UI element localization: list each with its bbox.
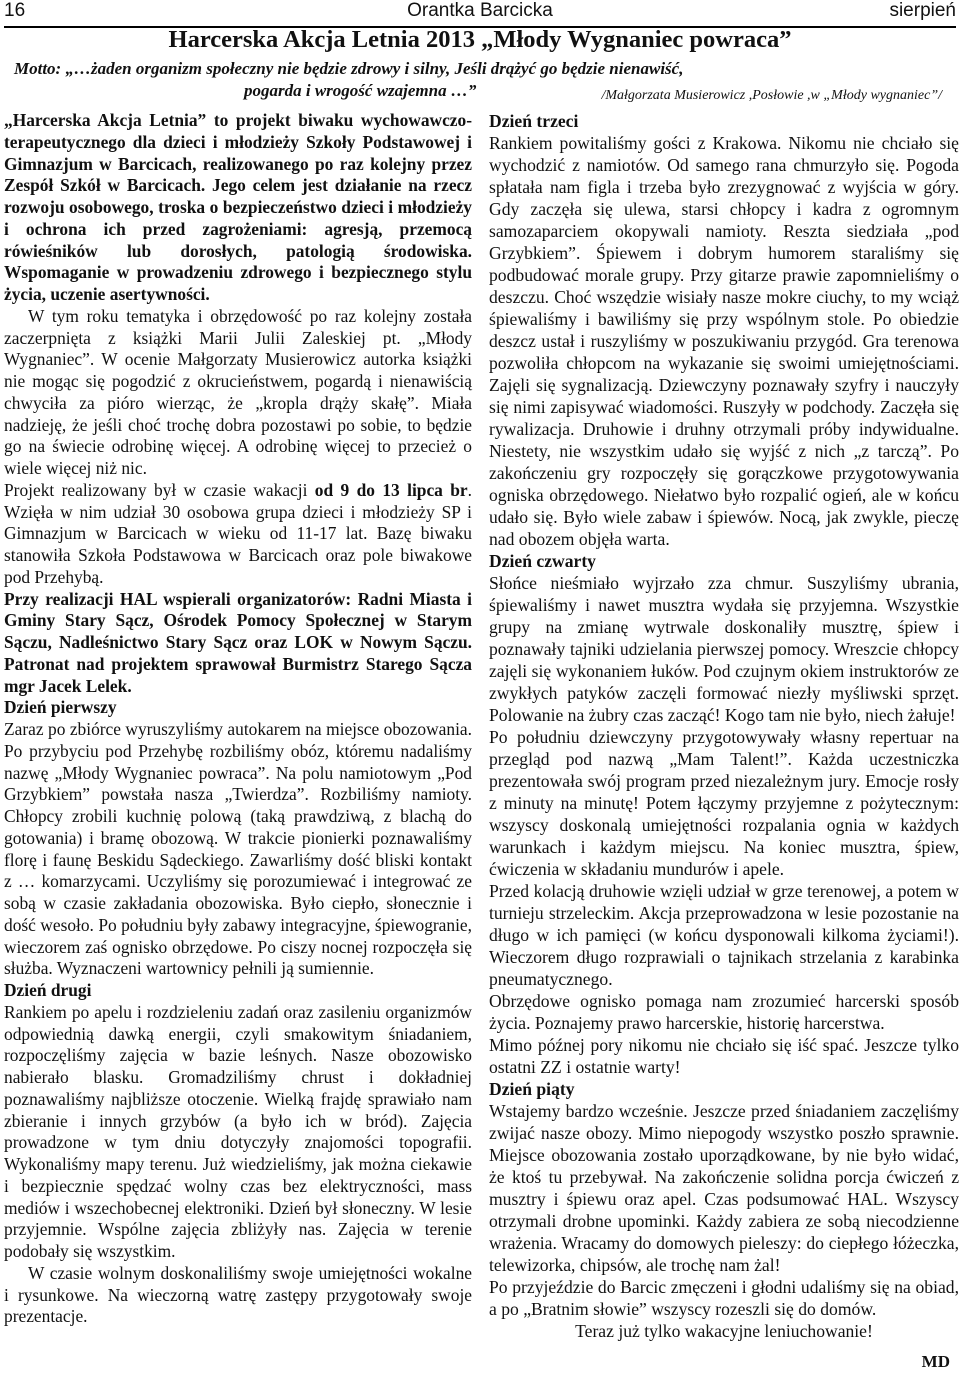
page-header bbox=[4, 0, 956, 28]
motto-line-2: pogarda i wrogość wzajemna …” bbox=[244, 81, 477, 100]
project-text-end: . Wzięła w nim udział 30 osobowa grupa dzieci i młodzieży SP i Gimnazjum w Barcicach w wieku od 11-17 lat. Bazę biwaku stanowiła Szkoła Podstawowa w Barcicach oraz pole biwakowe pod Przehybą. bbox=[4, 479, 472, 587]
right-column bbox=[489, 110, 959, 1342]
day4-paragraph-1: Słońce nieśmiało wyjrzało zza chmur. Suszyliśmy ubrania, śpiewaliśmy i nawet musztra wydała się przyjemna. Wszystkie grupy na zmianę wytrwale doskonaliły musztrę, śpiew i poznawały tajniki udzielania pierwszej pomocy. Wreszcie chłopcy zajęli się wykonaniem łuków. Pod czujnym okiem instruktorów ze zwykłych patyków zaczęli formować niezły myśliwski sprzęt. Polowanie na żubry czas zacząć! Kogo tam nie było, niech żałuje! bbox=[489, 573, 959, 725]
day1-heading: Dzień pierwszy bbox=[4, 697, 117, 718]
day2-heading: Dzień drugi bbox=[4, 980, 92, 1000]
day4-heading: Dzień czwarty bbox=[489, 551, 596, 571]
magazine-name: Orantka Barcicka bbox=[407, 0, 553, 21]
motto-attribution: /Małgorzata Musierowicz ,Posłowie ,w „Młody wygnaniec”/ bbox=[601, 88, 942, 103]
day5-paragraph-1: Wstajemy bardzo wcześnie. Jeszcze przed śniadaniem zaczęliśmy zwijać nasze obozy. Mimo niepogody wszystko poszło sprawnie. Miejsce obozowania zostało uporządkowane, by nie było widać, że ktoś tu przebywał. Na zakończenie solidna porcja ćwiczeń z musztry i śpiewu oraz apel. Czas podsumować HAL. Wszyscy otrzymali drobne upominki. Każdy zabiera ze sobą niecodzienne wrażenia. Wracamy do domowych pieleszy: do ciepłego łóżeczka, telewizorka, chipsów, ale trochę nam żal! bbox=[489, 1101, 959, 1275]
left-column bbox=[4, 110, 472, 1328]
intro-paragraph: „Harcerska Akcja Letnia” to projekt biwaku wychowawczo-terapeutycznego dla dzieci i młodzieży Szkoły Podstawowej i Gimnazjum w Barcicach, realizowanego po raz kolejny przez Zespół Szkół w Barcicach. Jego celem jest działanie na rzecz rozwoju osobowego, troska o bezpieczeństwo dzieci i młodzieży i ochrona ich przed zagrożeniami: agresją, przemocą rówieśników lub dorosłych, patologią środowiska. Wspomaganie w prowadzeniu zdrowego i bezpiecznego stylu życia, uczenie asertywności. bbox=[4, 110, 472, 304]
day4-paragraph-2: Po południu dziewczyny przygotowywały własny repertuar na przegląd pod nazwą „Mam Talent!”. Każda uczestniczka prezentowała swój program przed niezależnym jury. Emocje rosły z minuty na minutę! Potem łączymy przyjemne z pożytecznym: wszyscy doskonalą umiejętności rozpalania ognia w każdych warunkach i każdym miejscu. Na koniec musztra, śpiew, ćwiczenia w składaniu mundurów i apele. bbox=[489, 727, 959, 879]
sponsors-paragraph: Przy realizacji HAL wspierali organizatorów: Radni Miasta i Gminy Stary Sącz, Ośrodek Pomocy Społecznej w Starym Sączu, Nadleśnictwo Stary Sącz oraz LOK w Nowym Sączu. Patronat nad projektem sprawował Burmistrz Starego Sącza mgr Jacek Lelek. bbox=[4, 588, 472, 696]
day4-paragraph-4: Obrzędowe ognisko pomaga nam zrozumieć harcerski sposób życia. Poznajemy prawo harcerskie, historię harcerstwa. bbox=[489, 991, 959, 1033]
project-text-start: Projekt realizowany był w czasie wakacji bbox=[4, 479, 315, 500]
background-paragraph: W tym roku tematyka i obrzędowość po raz kolejny została zaczerpnięta z książki Marii Julii Zaleskiej pt. „Młody Wygnaniec”. W ocenie Małgorzaty Musierowicz autorka książki nie mogąc się pogodzić z okrucieństwem, pogardą i nienawiścią chwyciła za pióro wierząc, że „kropla drąży skałę”. Miała nadzieję, że jeśli choć trochę dobra pozostawi po sobie, to będzie go na świecie odrobinę więcej. A odrobinę więcej to przecież o wiele więcej niż nic. bbox=[4, 305, 472, 478]
day2-paragraph: Rankiem po apelu i rozdzieleniu zadań oraz zasileniu organizmów odpowiednią dawką energii, czyli smakowitym śniadaniem, rozpoczęliśmy zajęcia w bazie leśnych. Nasze obozowisko nabierało blasku. Gromadziliśmy chrust i dokładniej poznawaliśmy najbliższe otoczenie. Wielką frajdę sprawiało nam zbieranie i innych grzybów (a było ich w bród). Zajęcia prowadzone w tym dniu dotyczyły znajomości topografii. Wykonaliśmy mapy terenu. Już wiedzieliśmy, jak można ciekawie i bezpiecznie spędzać wolny czas bez elektryczności, mass mediów i wszechobecnej elektroniki. Dzień był słoneczny. W lesie przyjemnie. Wspólne zajęcia zbliżyły nas. Zajęcia w terenie podobały się wszystkim. bbox=[4, 1001, 472, 1261]
day2-evening-paragraph: W czasie wolnym doskonaliliśmy swoje umiejętności wokalne i rysunkowe. Na wieczorną watrę zastępy przygotowały swoje prezentacje. bbox=[4, 1262, 472, 1327]
issue-month: sierpień bbox=[889, 0, 956, 21]
motto-line-1: Motto: „…żaden organizm społeczny nie będzie zdrowy i silny, Jeśli drążyć go będzie nienawiść, bbox=[14, 59, 684, 78]
article-title: Harcerska Akcja Letnia 2013 „Młody Wygnaniec powraca” bbox=[168, 26, 792, 53]
day5-heading: Dzień piąty bbox=[489, 1079, 575, 1099]
day4-paragraph-5: Mimo późnej pory nikomu nie chciało się iść spać. Jeszcze tylko ostatni ZZ i ostatnie warty! bbox=[489, 1035, 959, 1077]
author-signature: MD bbox=[921, 1352, 950, 1371]
day5-paragraph-2: Po przyjeździe do Barcic zmęczeni i głodni udaliśmy się na obiad, a po „Bratnim słowie” wszyscy rozeszli się do domów. bbox=[489, 1277, 959, 1319]
project-paragraph bbox=[4, 480, 472, 589]
page-number: 16 bbox=[4, 0, 26, 21]
day3-paragraph: Rankiem powitaliśmy gości z Krakowa. Nikomu nie chciało się wychodzić z namiotów. Od samego rana chmurzyło się. Pogoda spłatała nam figla i trzeba było zrezygnować z wyjścia w góry. Gdy zaczęła się ulewa, starsi chłopcy i kadra z ogromnym samozaparciem okopywali namioty. Reszta siedziała „pod Grzybkiem”. Śpiewem i dobrym humorem staraliśmy się podbudować morale grupy. Przy gitarze prawie zapomnieliśmy o deszczu. Choć wszędzie wisiały nasze mokre ciuchy, to my wciąż śpiewaliśmy i bawiliśmy się przy wspólnym stole. Po obiedzie deszcz ustał i ruszyliśmy w poszukiwaniu przygód. Gra terenowa pozwoliła chłopcom na wykazanie się swoimi umiejętnościami. Zajęli się sygnalizacją. Dziewczyny poznawały szyfry i nauczyły się nimi zapisywać wiadomości. Ruszyły w podchody. Zaczęła się rywalizacja. Druhowie i druhny otrzymali próby indywidualne. Niestety, nie wszystkim udało się wyjść z nich „z tarczą”. Po zakończeniu gry rozpoczęły się gorączkowe przygotowywania ogniska obrzędowego. Niełatwo było rozpalić ogień, ale w końcu udało się. Było wiele zabaw i śpiewów. Nocą, jak zwykle, pieczę nad obozem objęła warta. bbox=[489, 133, 959, 549]
day4-paragraph-3: Przed kolacją druhowie wzięli udział w grze terenowej, a potem w turnieju strzeleckim. Akcja przeprowadzona w lesie pozostanie na długo w ich pamięci (w końcu dysponowali kilkoma życiami!). Wieczorem długo rozprawiali o tajnikach strzelania z karabinka pneumatycznego. bbox=[489, 881, 959, 989]
project-dates: od 9 do 13 lipca br bbox=[314, 479, 468, 500]
closing-line: Teraz już tylko wakacyjne leniuchowanie! bbox=[575, 1321, 873, 1341]
day3-heading: Dzień trzeci bbox=[489, 111, 579, 131]
day1-paragraph: Zaraz po zbiórce wyruszyliśmy autokarem na miejsce obozowania. Po przybyciu pod Przehybę rozbiliśmy obóz, któremu nadaliśmy nazwę „Młody Wygnaniec powraca”. Na polu namiotowym „Pod Grzybkiem” powstała nasza „Twierdza”. Rozbiliśmy namioty. Chłopcy zrobili kuchnię polową (taką prawdziwą, z blachą do gotowania) i bramę obozową. W trakcie pionierki poznawaliśmy florę i faunę Beskidu Sądeckiego. Zawarliśmy dość bliski kontakt z … komarzycami. Uczyliśmy się porozumiewać i integrować ze sobą w czasie zakładania obozowiska. Było ciepło, słonecznie i dość wesoło. Po południu były zabawy integracyjne, śpiewogranie, wieczorem zaś ognisko obrzędowe. Po ciszy nocnej rozpoczęła się służba. Wyznaczeni wartownicy pełnili ją sumiennie. bbox=[4, 719, 472, 979]
